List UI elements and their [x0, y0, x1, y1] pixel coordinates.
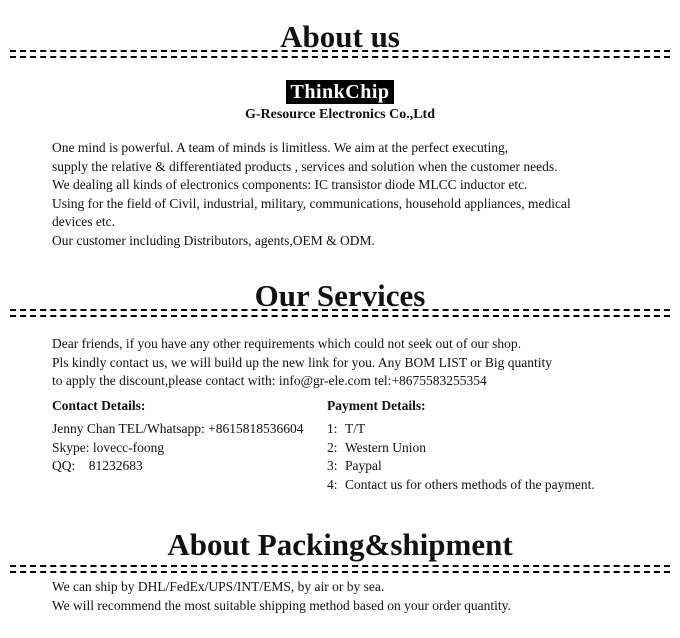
divider-line	[10, 50, 670, 52]
about-line: We dealing all kinds of electronics components: IC transistor diode MLCC inductor etc.	[52, 177, 528, 192]
payment-details	[327, 420, 595, 494]
payment-item-number: 1:	[327, 421, 338, 436]
about-line: One mind is powerful. A team of minds is limitless. We aim at the perfect executing,	[52, 140, 509, 155]
logo-container	[0, 80, 680, 104]
payment-item	[327, 457, 595, 476]
divider-line	[10, 56, 670, 58]
services-line: Dear friends, if you have any other requirements which could not seek out of our shop.	[52, 336, 521, 351]
about-line: Using for the field of Civil, industrial, military, communications, household appliances, medical devices etc.	[52, 195, 571, 229]
payment-item	[327, 420, 595, 439]
services-line: Pls kindly contact us, we will build up the new link for you. Any BOM LIST or Big quantity	[52, 354, 552, 370]
packing-text	[52, 578, 632, 615]
payment-item	[327, 476, 595, 495]
divider-line	[10, 309, 670, 311]
packing-line: We will recommend the most suitable shipping method based on your order quantity.	[52, 597, 511, 613]
company-name: G-Resource Electronics Co.,Ltd	[244, 107, 435, 122]
payment-item-number: 3:	[327, 458, 338, 473]
services-text	[52, 335, 632, 391]
divider-line	[10, 571, 670, 573]
about-line: supply the relative & differentiated products , services and solution when the customer needs.	[52, 158, 558, 174]
thinkchip-logo: ThinkChip	[286, 80, 393, 104]
contact-line: Jenny Chan TEL/Whatsapp: +8615818536604	[52, 421, 304, 436]
divider-line	[10, 565, 670, 567]
services-line: to apply the discount,please contact with: info@gr-ele.com tel:+8675583255354	[52, 373, 487, 388]
about-line: Our customer including Distributors, agents,OEM & ODM.	[52, 232, 375, 248]
payment-item-number: 4:	[327, 476, 338, 492]
about-us-heading: About us	[280, 19, 400, 54]
contact-details	[52, 420, 303, 476]
payment-item-text: Contact us for others methods of the payment.	[345, 476, 595, 492]
about-text	[52, 139, 612, 250]
payment-item	[327, 439, 595, 458]
payment-item-text: Paypal	[345, 458, 382, 473]
contact-line: QQ: 81232683	[52, 458, 143, 473]
contact-line: Skype: lovecc-foong	[52, 439, 165, 455]
contact-details-title: Contact Details:	[52, 398, 146, 413]
payment-item-number: 2:	[327, 439, 338, 455]
packing-shipment-heading: About Packing&shipment	[167, 527, 513, 562]
packing-line: We can ship by DHL/FedEx/UPS/INT/EMS, by air or by sea.	[52, 579, 385, 594]
payment-details-title: Payment Details:	[327, 398, 426, 413]
payment-item-text: Western Union	[345, 439, 427, 455]
our-services-heading: Our Services	[254, 278, 426, 313]
divider-line	[10, 315, 670, 317]
payment-item-text: T/T	[345, 421, 366, 436]
